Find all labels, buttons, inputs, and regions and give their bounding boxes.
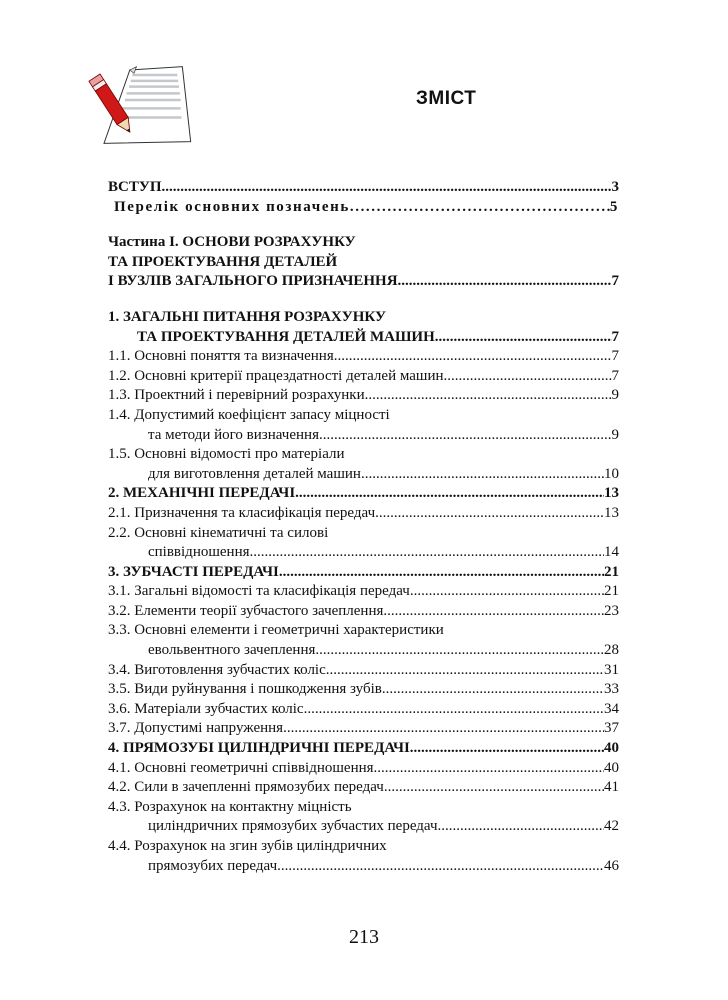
toc-entry[interactable] xyxy=(108,582,619,602)
toc-line xyxy=(108,426,619,446)
toc-entry-title: ТА ПРОЕКТУВАННЯ ДЕТАЛЕЙ МАШИН xyxy=(137,328,435,345)
toc-line xyxy=(108,524,619,544)
dot-leader xyxy=(438,817,604,837)
dot-leader xyxy=(304,700,604,720)
notepad-pencil-icon xyxy=(84,55,234,170)
dot-leader xyxy=(250,543,604,563)
toc-entry-page: 21 xyxy=(604,583,619,600)
dot-leader xyxy=(444,367,612,387)
toc-line xyxy=(108,445,619,465)
toc-entry[interactable] xyxy=(108,602,619,622)
toc-line xyxy=(108,328,619,348)
toc-entry-page: 3 xyxy=(611,179,619,195)
toc-line xyxy=(108,367,619,387)
toc-entry[interactable] xyxy=(108,406,619,445)
toc-entry-page: 13 xyxy=(604,485,619,502)
toc-entry-title: 1. ЗАГАЛЬНІ ПИТАННЯ РОЗРАХУНКУ xyxy=(108,308,387,325)
toc-entry[interactable] xyxy=(108,739,619,759)
toc-line xyxy=(108,178,619,198)
toc-entry[interactable] xyxy=(108,198,619,218)
toc-entry-page: 14 xyxy=(604,544,619,561)
toc-entry-title: 3. ЗУБЧАСТІ ПЕРЕДАЧІ xyxy=(108,563,279,580)
toc-entry[interactable] xyxy=(108,445,619,484)
toc-line xyxy=(108,504,619,524)
toc-entry-title: 2. МЕХАНІЧНІ ПЕРЕДАЧІ xyxy=(108,485,296,502)
toc-line xyxy=(108,778,619,798)
toc-line xyxy=(108,543,619,563)
toc-entry-page: 10 xyxy=(604,465,619,482)
toc-line xyxy=(108,739,619,759)
toc-entry-title: 1.1. Основні поняття та визначення xyxy=(108,348,334,365)
toc-entry-title: 4.4. Розрахунок на згин зубів циліндричних xyxy=(108,838,387,854)
toc-entry[interactable] xyxy=(108,621,619,660)
toc-entry-title: 1.4. Допустимий коефіцієнт запасу міцності xyxy=(108,406,390,423)
dot-leader xyxy=(384,778,604,798)
toc-entry[interactable] xyxy=(108,347,619,367)
toc-entry[interactable] xyxy=(108,680,619,700)
dot-leader xyxy=(315,641,604,661)
page-title: ЗМІСТ xyxy=(416,88,477,109)
toc-line xyxy=(108,700,619,720)
toc-entry-title: Частина І. ОСНОВИ РОЗРАХУНКУ xyxy=(108,234,356,251)
toc-entry-title: 3.4. Виготовлення зубчастих коліс xyxy=(108,661,326,678)
toc-line xyxy=(108,582,619,602)
toc-entry-title: 3.7. Допустимі напруження xyxy=(108,720,284,737)
toc-entry-title: ТА ПРОЕКТУВАННЯ ДЕТАЛЕЙ xyxy=(108,253,338,270)
toc-entry-title: евольвентного зачеплення xyxy=(148,642,316,659)
dot-leader xyxy=(350,198,610,218)
table-of-contents xyxy=(108,178,619,876)
toc-entry-title: циліндричних прямозубих зубчастих передач xyxy=(148,818,438,835)
toc-line xyxy=(108,465,619,485)
toc-entry-title: 2.1. Призначення та класифікація передач xyxy=(108,504,376,521)
toc-entry-page: 7 xyxy=(611,273,619,290)
toc-line xyxy=(108,563,619,583)
dot-leader xyxy=(410,739,604,759)
toc-entry-title: 3.5. Види руйнування і пошкодження зубів xyxy=(108,681,382,698)
toc-entry[interactable] xyxy=(108,233,619,292)
toc-entry[interactable] xyxy=(108,798,619,837)
toc-entry-page: 7 xyxy=(611,348,619,365)
toc-line xyxy=(108,233,619,253)
toc-entry[interactable] xyxy=(108,386,619,406)
toc-entry-page: 40 xyxy=(604,759,619,776)
toc-line xyxy=(108,817,619,837)
dot-leader xyxy=(410,582,604,602)
toc-entry-title: І ВУЗЛІВ ЗАГАЛЬНОГО ПРИЗНАЧЕННЯ xyxy=(108,273,398,290)
toc-entry-title: 3.6. Матеріали зубчастих коліс xyxy=(108,700,304,717)
toc-entry-title: Перелік основних позначень xyxy=(114,198,350,215)
toc-entry-title: прямозубих передач xyxy=(148,857,278,874)
toc-entry[interactable] xyxy=(108,778,619,798)
toc-entry-page: 31 xyxy=(604,661,619,678)
toc-entry-page: 9 xyxy=(611,387,619,404)
toc-line xyxy=(108,484,619,504)
toc-line xyxy=(108,680,619,700)
dot-leader xyxy=(295,484,604,504)
toc-entry-title: та методи його визначення xyxy=(148,426,319,443)
toc-entry[interactable] xyxy=(108,484,619,504)
dot-leader xyxy=(277,857,604,877)
toc-line xyxy=(108,308,619,328)
dot-leader xyxy=(334,347,612,367)
toc-entry[interactable] xyxy=(108,524,619,563)
dot-leader xyxy=(382,680,604,700)
toc-line xyxy=(114,198,619,218)
dot-leader xyxy=(279,563,604,583)
toc-entry-title: 4. ПРЯМОЗУБІ ЦИЛІНДРИЧНІ ПЕРЕДАЧІ xyxy=(108,740,410,757)
toc-entry-page: 9 xyxy=(611,426,619,443)
toc-entry-page: 40 xyxy=(604,740,619,757)
toc-entry-page: 13 xyxy=(604,504,619,521)
toc-entry[interactable] xyxy=(108,700,619,720)
toc-entry-page: 21 xyxy=(604,563,619,580)
dot-leader xyxy=(435,328,612,348)
toc-entry-title: 1.5. Основні відомості про матеріали xyxy=(108,446,345,463)
toc-line xyxy=(108,347,619,367)
toc-entry-title: 4.3. Розрахунок на контактну міцність xyxy=(108,798,352,815)
dot-leader xyxy=(375,504,604,524)
toc-entry[interactable] xyxy=(108,504,619,524)
toc-entry[interactable] xyxy=(108,719,619,739)
toc-entry-title: для виготовлення деталей машин xyxy=(148,465,361,482)
toc-entry-page: 46 xyxy=(604,857,619,874)
toc-entry[interactable] xyxy=(108,367,619,387)
dot-leader xyxy=(361,465,604,485)
dot-leader xyxy=(283,719,604,739)
toc-line xyxy=(108,621,619,641)
toc-line xyxy=(108,253,619,273)
toc-line xyxy=(108,386,619,406)
toc-entry-title: 3.2. Елементи теорії зубчастого зачеплення xyxy=(108,602,384,619)
toc-line xyxy=(108,272,619,292)
toc-entry-title: 1.2. Основні критерії працездатності деталей машин xyxy=(108,367,444,384)
toc-line xyxy=(108,759,619,779)
toc-entry-title: 3.1. Загальні відомості та класифікація передач xyxy=(108,583,410,600)
toc-entry[interactable] xyxy=(108,308,619,347)
toc-line xyxy=(108,857,619,877)
dot-leader xyxy=(398,272,612,292)
toc-entry-page: 42 xyxy=(604,818,619,835)
toc-entry-page: 23 xyxy=(604,602,619,619)
page-number: 213 xyxy=(349,926,379,948)
toc-entry-page: 37 xyxy=(604,720,619,737)
dot-leader xyxy=(365,386,612,406)
toc-line xyxy=(108,641,619,661)
toc-line xyxy=(108,837,619,857)
toc-line xyxy=(108,719,619,739)
toc-entry-title: 1.3. Проектний і перевірний розрахунки xyxy=(108,387,365,404)
toc-entry-page: 5 xyxy=(609,198,619,215)
toc-entry-page: 7 xyxy=(611,328,619,345)
toc-entry-page: 34 xyxy=(604,700,619,717)
toc-entry[interactable] xyxy=(108,563,619,583)
toc-line xyxy=(108,798,619,818)
toc-entry-title: 2.2. Основні кінематичні та силові xyxy=(108,524,329,541)
dot-leader xyxy=(383,602,604,622)
toc-entry-title: 4.1. Основні геометричні співвідношення xyxy=(108,759,374,776)
toc-line xyxy=(108,661,619,681)
toc-entry[interactable] xyxy=(108,661,619,681)
toc-entry-page: 33 xyxy=(604,681,619,698)
dot-leader xyxy=(319,426,612,446)
toc-line xyxy=(108,406,619,426)
toc-entry[interactable] xyxy=(108,759,619,779)
toc-entry-title: 3.3. Основні елементи і геометричні характеристики xyxy=(108,622,444,639)
toc-entry-title: ВСТУП xyxy=(108,179,162,195)
toc-entry-page: 41 xyxy=(604,779,619,796)
dot-leader xyxy=(374,759,604,779)
dot-leader xyxy=(162,178,612,198)
toc-entry-page: 28 xyxy=(604,642,619,659)
toc-entry-title: співвідношення xyxy=(148,544,250,561)
toc-line xyxy=(108,602,619,622)
dot-leader xyxy=(326,661,604,681)
toc-entry[interactable] xyxy=(108,837,619,876)
toc-entry[interactable] xyxy=(108,178,619,198)
toc-entry-title: 4.2. Сили в зачепленні прямозубих передач xyxy=(108,779,384,796)
toc-entry-page: 7 xyxy=(611,367,619,384)
